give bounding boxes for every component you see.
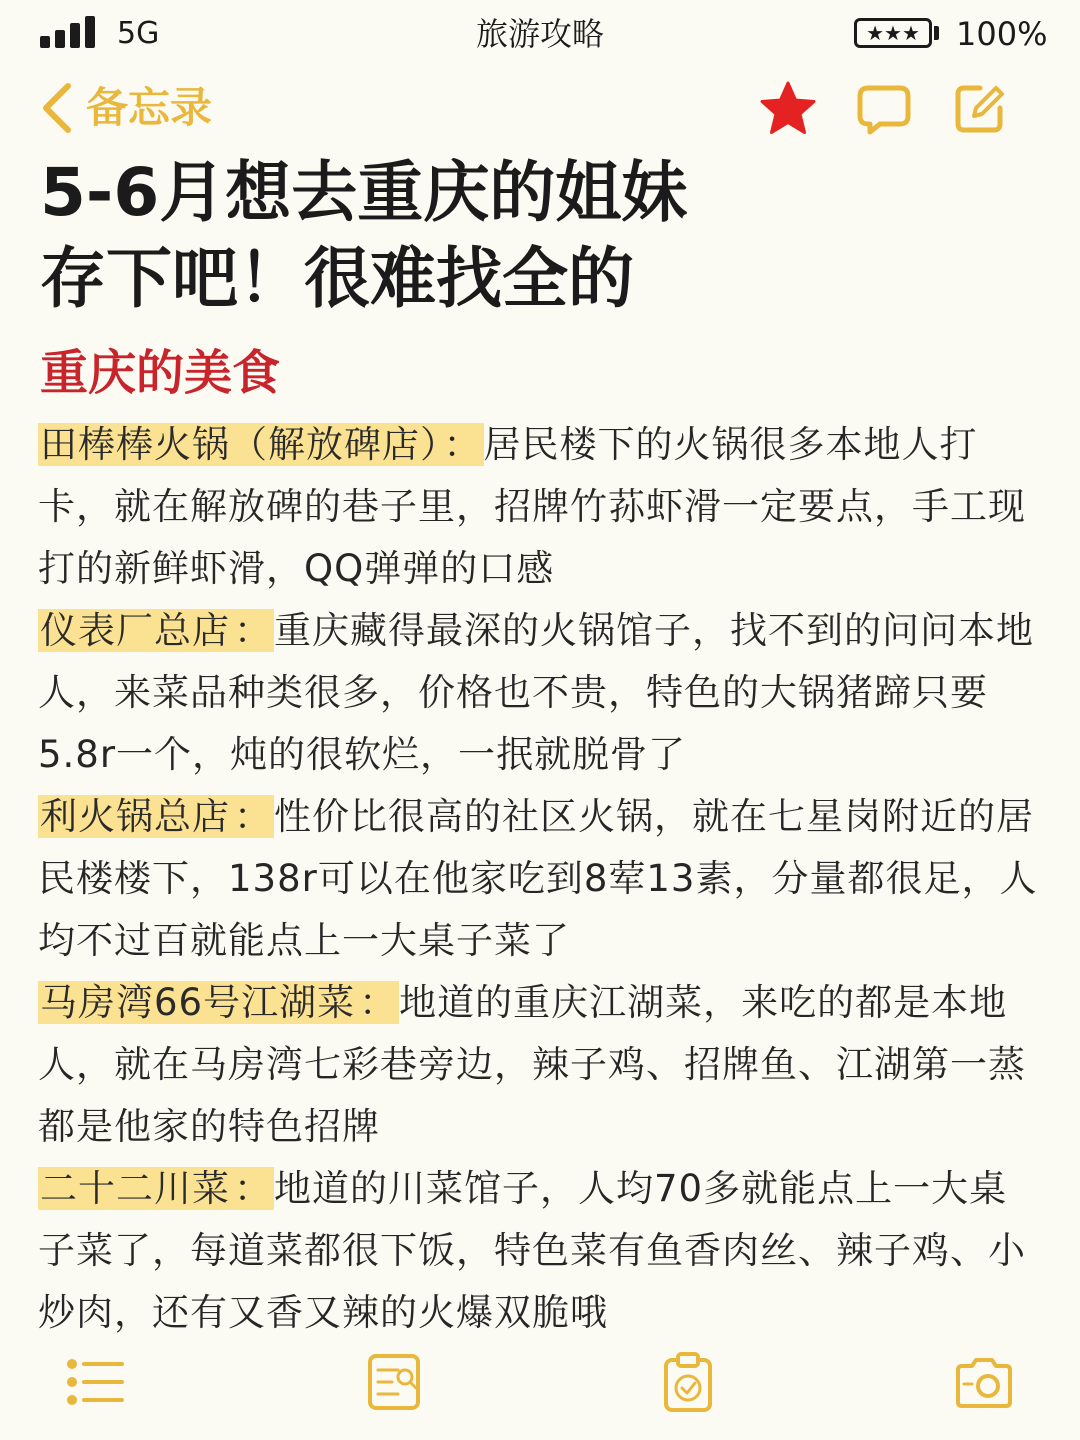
entry-name: 马房湾66号江湖菜 [40,981,356,1024]
clipboard-button[interactable] [656,1350,720,1414]
edit-button[interactable] [950,78,1010,138]
note-title-line-1: 5-6月想去重庆的姐妹 [40,154,688,231]
comment-icon [854,78,914,138]
list-item [38,414,1042,600]
checklist-icon [62,1350,126,1414]
network-type: 5G [117,16,160,51]
clipboard-check-icon [656,1350,720,1414]
entry-colon: ： [234,1167,272,1210]
bottom-toolbar [0,1340,1080,1430]
list-item [38,786,1042,972]
list-item [38,1158,1042,1344]
entry-text: 居民楼下的火锅很多本地人打卡，就在解放碑的巷子里，招牌竹荪虾滑一定要点，手工现打的新鲜虾滑，QQ弹弹的口感 [38,423,1026,590]
entry-colon: ： [359,981,398,1024]
entry-colon: ： [234,795,272,838]
battery-tip [934,26,939,40]
edit-icon [950,78,1010,138]
status-title: 旅游攻略 [475,15,604,53]
battery-percentage: 100% [956,15,1048,53]
checklist-button[interactable] [62,1350,126,1414]
entry-name: 二十二川菜 [40,1167,230,1210]
back-label: 备忘录 [86,83,213,132]
status-bar [0,0,1080,70]
note-title-line-2: 存下吧！很难找全的 [40,240,634,317]
entry-name: 利火锅总店 [40,795,230,838]
comment-button[interactable] [854,78,914,138]
nav-bar [0,72,1080,142]
list-item [38,600,1042,786]
note-body[interactable] [38,414,1042,1344]
chevron-left-icon [36,80,76,136]
entry-text: 性价比很高的社区火锅，就在七星岗附近的居民楼楼下，138r可以在他家吃到8荤13素，分量都很足，人均不过百就能点上一大桌子菜了 [38,795,1038,962]
list-item [38,972,1042,1158]
entry-name: 田棒棒火锅（解放碑店） [40,423,440,466]
camera-icon [952,1350,1016,1414]
entry-colon: ： [443,423,482,466]
entry-colon: ： [234,609,272,652]
favorite-button[interactable] [758,78,818,138]
entry-text: 地道的重庆江湖菜，来吃的都是本地人，就在马房湾七彩巷旁边，辣子鸡、招牌鱼、江湖第一蒸都是他家的特色招牌 [38,981,1026,1148]
table-button[interactable] [362,1350,426,1414]
note-title [40,150,1040,322]
entry-name: 仪表厂总店 [40,609,230,652]
back-button[interactable] [36,78,212,138]
entry-text: 重庆藏得最深的火锅馆子，找不到的问问本地人，来菜品种类很多，价格也不贵，特色的大锅猪蹄只要5.8r一个，炖的很软烂，一抿就脱骨了 [38,609,1034,776]
table-icon [362,1350,426,1414]
entry-text: 地道的川菜馆子，人均70多就能点上一大桌子菜了，每道菜都很下饭，特色菜有鱼香肉丝、辣子鸡、小炒肉，还有又香又辣的火爆双脆哦 [38,1167,1026,1334]
camera-button[interactable] [952,1350,1016,1414]
star-icon [758,78,818,138]
battery-icon: ★★★ [854,18,932,48]
section-heading: 重庆的美食 [40,345,281,401]
